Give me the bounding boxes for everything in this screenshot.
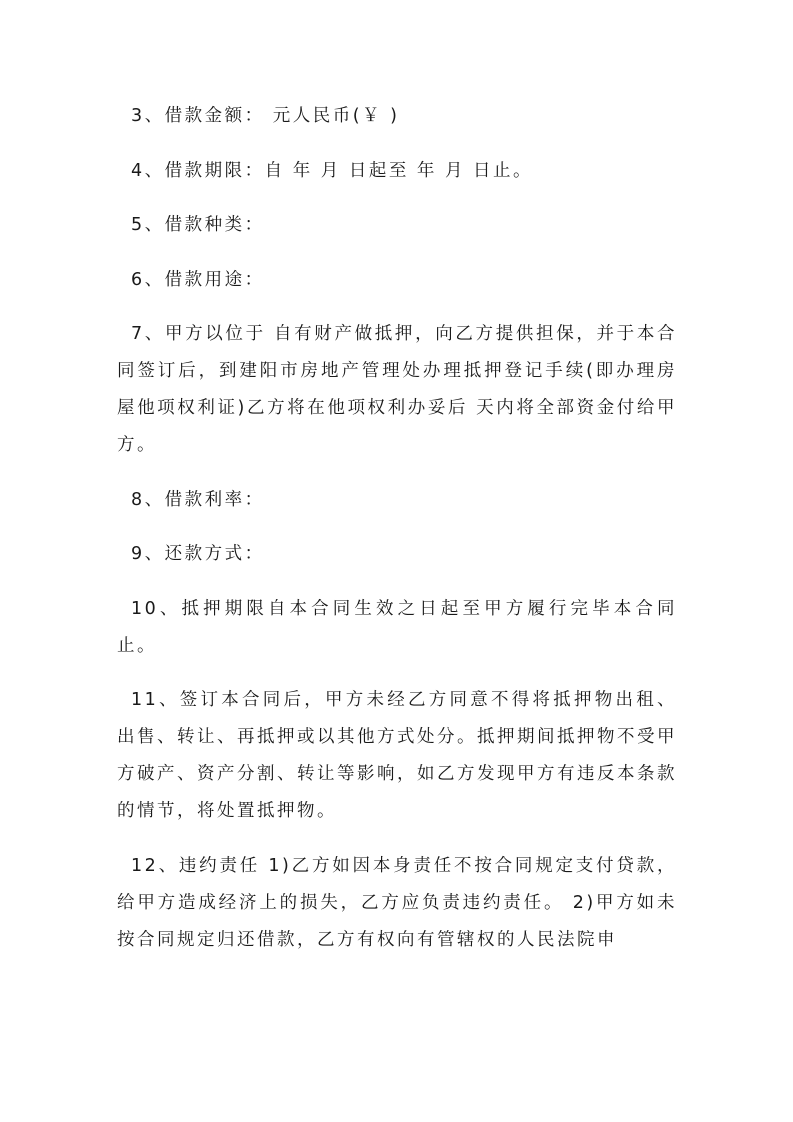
clause-11-disposal-restriction: 11、签订本合同后，甲方未经乙方同意不得将抵押物出租、出售、转让、再抵押或以其他方式处分。抵押期间抵押物不受甲方破产、资产分割、转让等影响，如乙方发现甲方有违反本条款的情节，将处置抵押物。	[117, 690, 677, 821]
clause-12-liability: 12、违约责任 1)乙方如因本身责任不按合同规定支付贷款，给甲方造成经济上的损失，乙方应负责违约责任。 2)甲方如未按合同规定归还借款，乙方有权向有管辖权的人民法院申	[117, 855, 677, 950]
clause-9-repayment-method: 9、还款方式：	[131, 544, 265, 564]
clause-8-interest-rate: 8、借款利率：	[131, 489, 265, 510]
clause-7-collateral: 7、甲方以位于 自有财产做抵押，向乙方提供担保，并于本合同签订后，到建阳市房地产管理处办理抵押登记手续(即办理房屋他项权利证)乙方将在他项权利办妥后 天内将全部资金付给甲方。	[117, 324, 677, 455]
document-body	[117, 98, 677, 976]
clause-10-mortgage-term: 10、抵押期限自本合同生效之日起至甲方履行完毕本合同止。	[117, 598, 677, 656]
clause-5-loan-type: 5、借款种类：	[131, 215, 265, 235]
clause-4-loan-term: 4、借款期限：自 年 月 日起至 年 月 日止。	[131, 160, 534, 181]
clause-6-loan-purpose: 6、借款用途：	[131, 269, 265, 290]
clause-3-loan-amount: 3、借款金额： 元人民币(￥ )	[131, 106, 400, 126]
